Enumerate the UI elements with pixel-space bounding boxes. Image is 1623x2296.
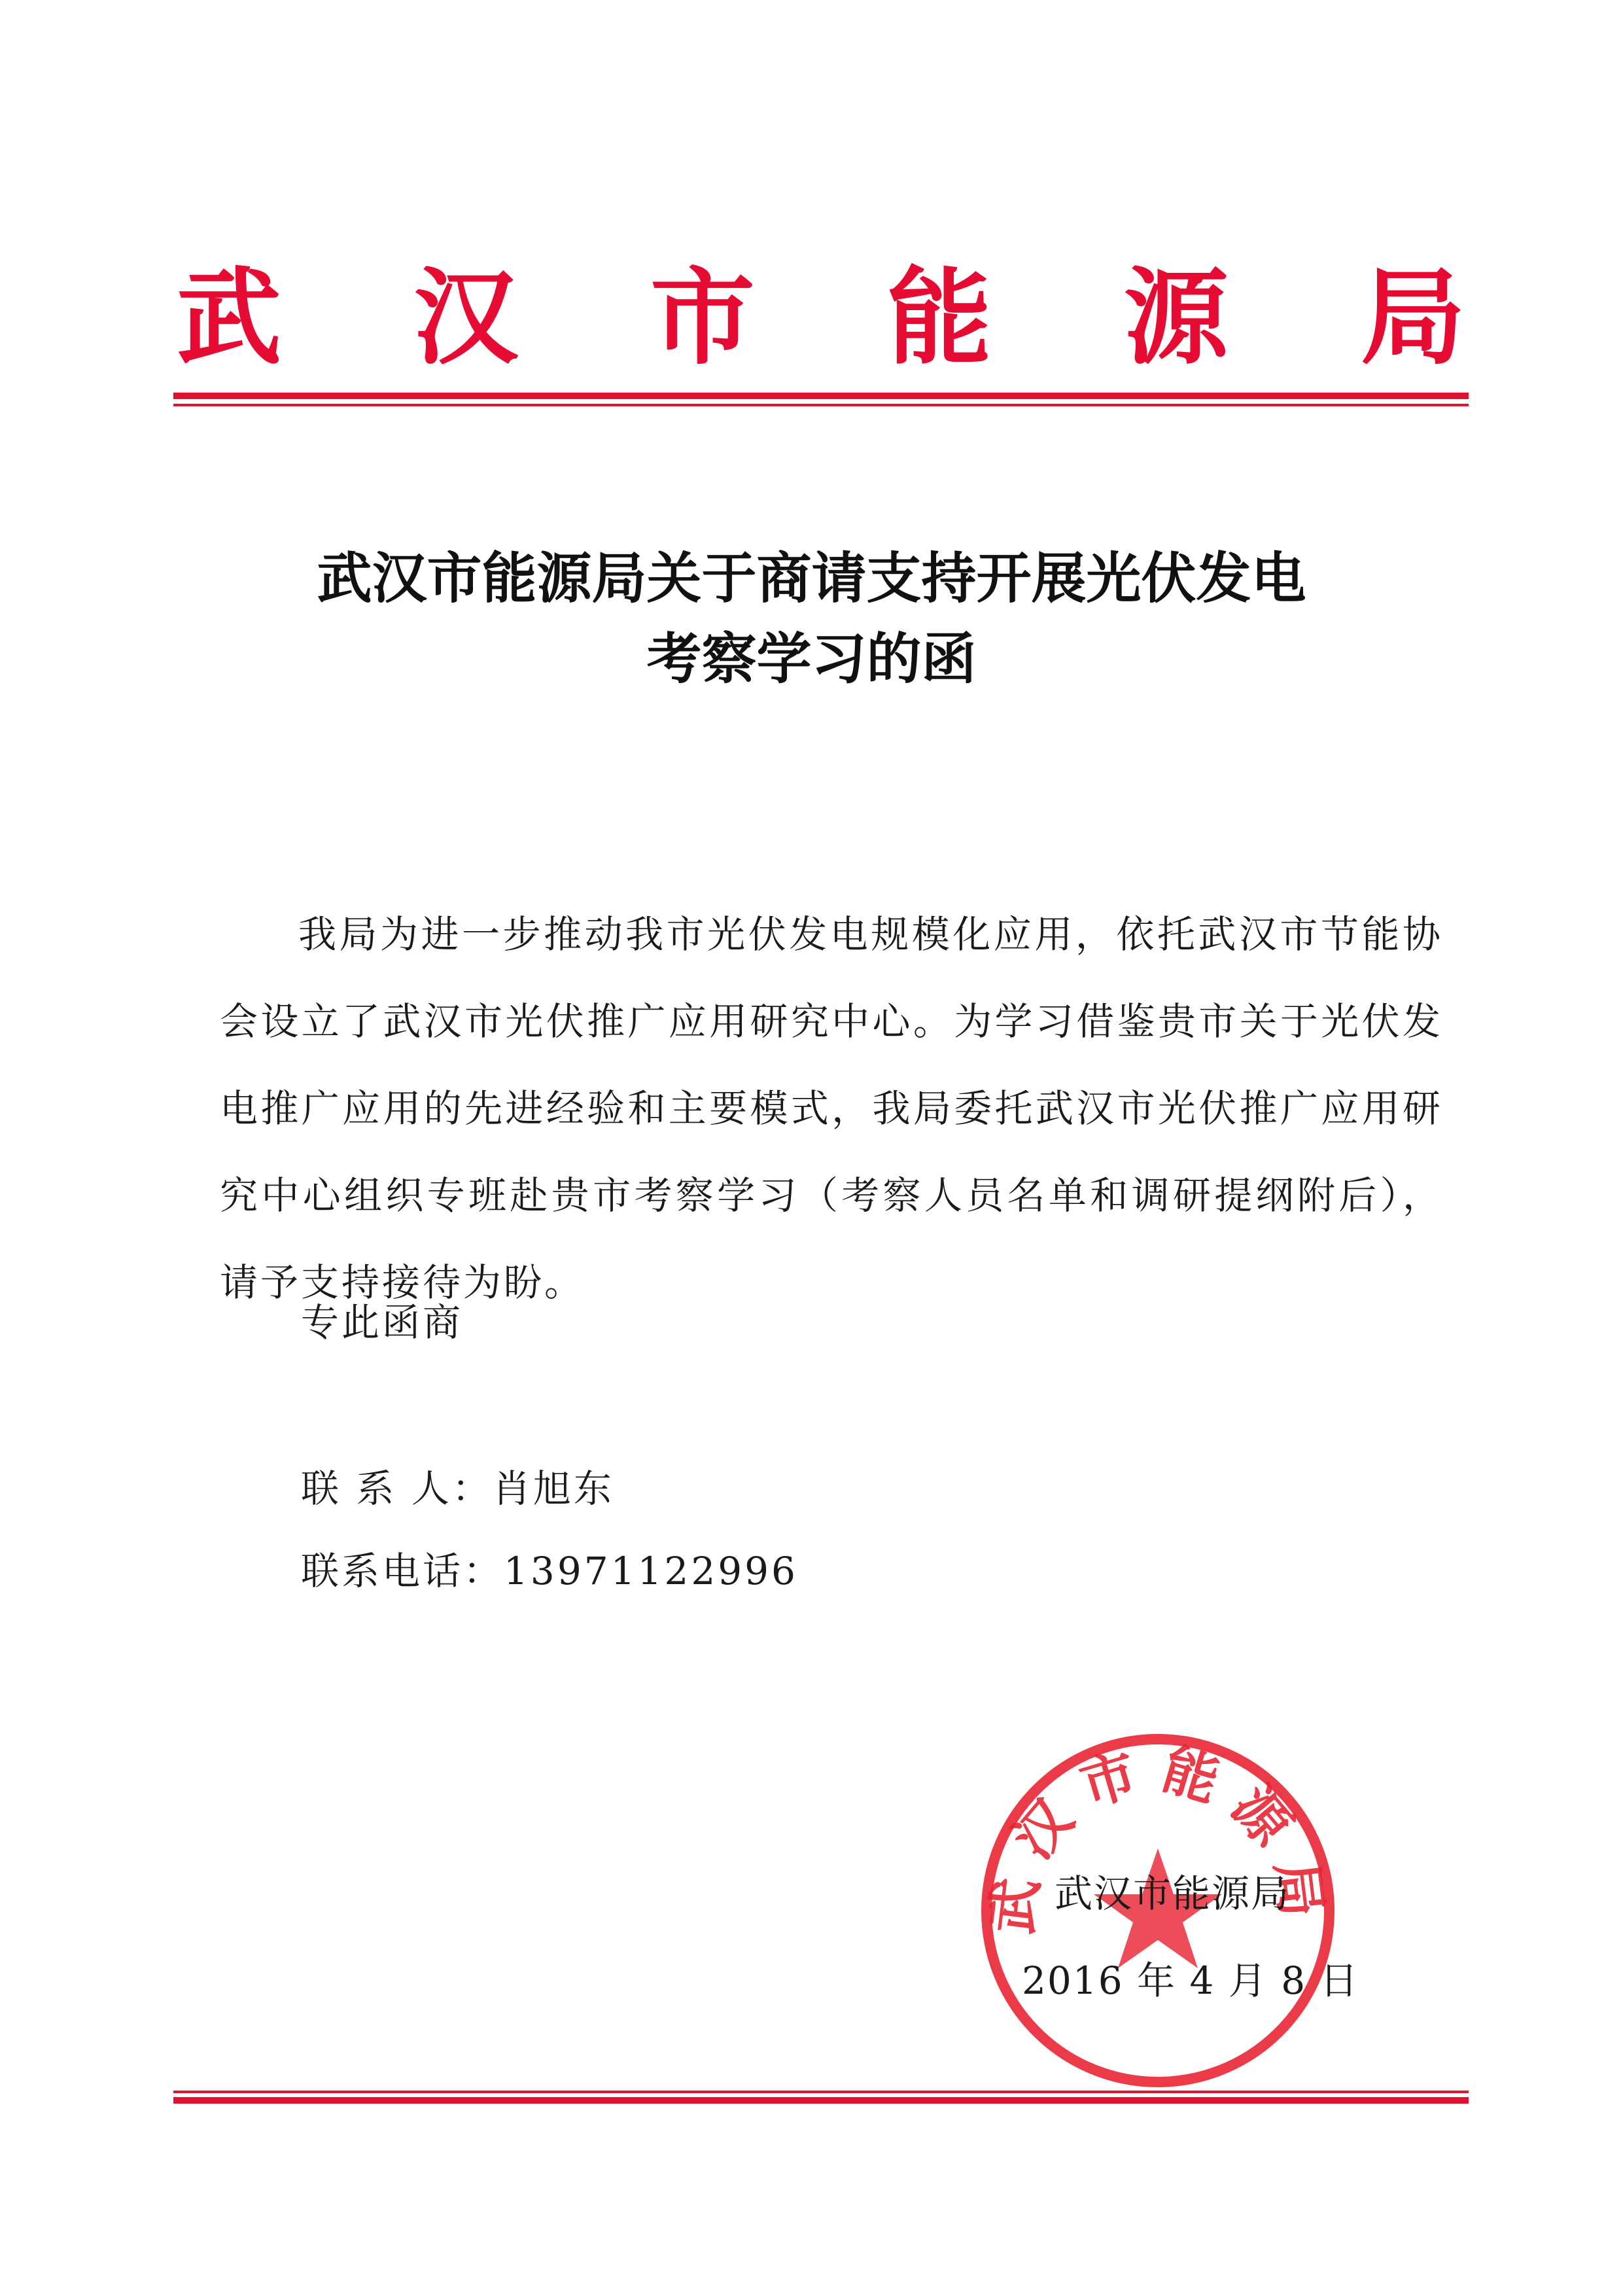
seal-arc-textpath: 武汉市能源局 [979, 1736, 1337, 1937]
masthead [177, 255, 1465, 380]
masthead-char: 源 [1123, 256, 1229, 379]
masthead-divider-thin [173, 404, 1469, 406]
masthead-char: 局 [1360, 256, 1465, 379]
contact-person-row [301, 1466, 614, 1511]
contact-phone-row [301, 1549, 798, 1593]
contact-phone-number: 13971122996 [504, 1549, 798, 1593]
footer-divider-thick [173, 2097, 1469, 2104]
masthead-char: 市 [650, 256, 755, 379]
signature-organization: 武汉市能源局 [1055, 1871, 1291, 1916]
masthead-char: 武 [177, 256, 282, 379]
document-title-line-2: 考察学习的函 [646, 626, 977, 691]
contact-phone-label: 联系电话： [301, 1549, 504, 1593]
body-paragraph: 我局为进一步推动我市光伏发电规模化应用，依托武汉市节能协会设立了武汉市光伏推广应用研究中心。为学习借鉴贵市关于光伏发电推广应用的先进经验和主要模式，我局委托武汉市光伏推广应用研究中心组织专班赴贵市考察学习（考察人员名单和调研提纲附后），请予支持接待为盼。 [220, 912, 1443, 1305]
signature-date: 2016 年 4 月 8 日 [1022, 1958, 1359, 2003]
masthead-char: 能 [886, 256, 992, 379]
footer-divider-thin [173, 2091, 1469, 2093]
contact-person-name: 肖旭东 [492, 1466, 614, 1511]
contact-person-label: 联 系 人： [301, 1466, 493, 1511]
masthead-divider-thick [173, 393, 1469, 399]
closing-phrase: 专此函商 [301, 1300, 464, 1345]
masthead-char: 汉 [413, 256, 518, 379]
document-title-line-1: 武汉市能源局关于商请支持开展光伏发电 [317, 546, 1306, 610]
